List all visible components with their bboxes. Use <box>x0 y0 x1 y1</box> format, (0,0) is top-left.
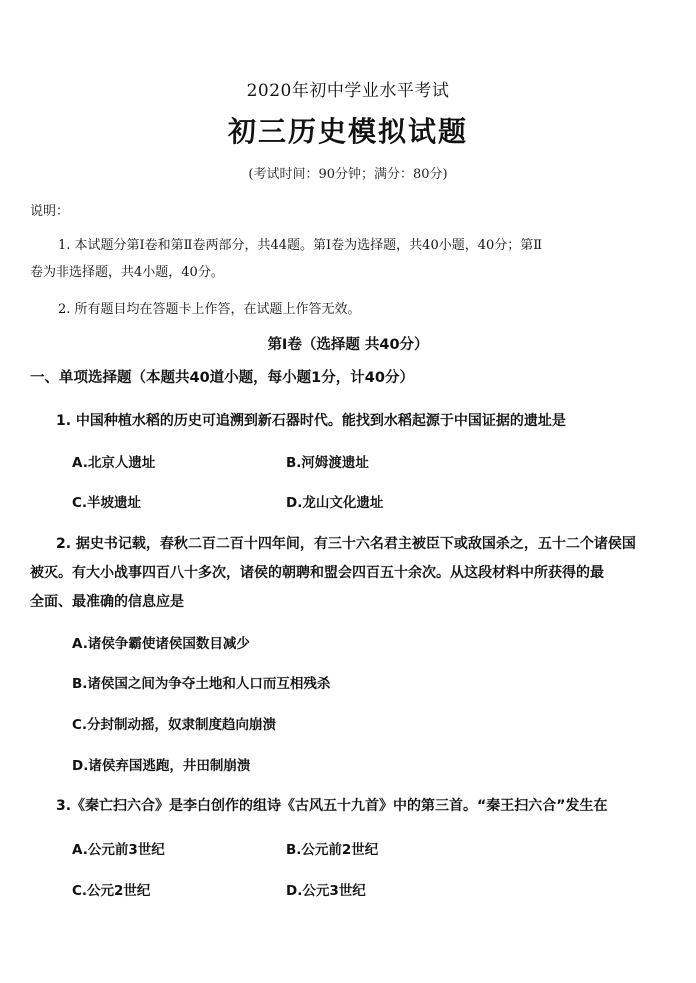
instruction-item-1-line-2: 卷为非选择题，共4小题，40分。 <box>30 265 224 280</box>
question-2-stem-line-3: 全面、最准确的信息应是 <box>30 594 184 610</box>
question-1-option-c: C.半坡遗址 <box>72 495 142 511</box>
question-3-option-b: B.公元前2世纪 <box>286 842 379 858</box>
question-1-option-d: D.龙山文化遗址 <box>286 495 384 511</box>
instructions-label: 说明： <box>30 204 70 219</box>
exam-subtitle: (考试时间：90分钟；满分：80分) <box>248 167 448 182</box>
instruction-item-1-line-1: 1. 本试题分第Ⅰ卷和第Ⅱ卷两部分，共44题。第Ⅰ卷为选择题，共40小题，40分；第Ⅱ <box>58 238 543 253</box>
part-title: 第Ⅰ卷（选择题 共40分） <box>267 337 429 353</box>
question-2-option-a: A.诸侯争霸使诸侯国数目减少 <box>72 636 250 652</box>
question-2-option-c: C.分封制动摇，奴隶制度趋向崩溃 <box>72 717 277 733</box>
question-2-stem-line-2: 被灭。有大小战事四百八十多次，诸侯的朝聘和盟会四百五十余次。从这段材料中所获得的最 <box>30 565 604 581</box>
question-2-option-b: B.诸侯国之间为争夺土地和人口而互相残杀 <box>72 676 331 692</box>
question-1-stem: 1. 中国种植水稻的历史可追溯到新石器时代。能找到水稻起源于中国证据的遗址是 <box>56 413 566 429</box>
page-title: 初三历史模拟试题 <box>227 115 468 148</box>
question-1-option-a: A.北京人遗址 <box>72 455 156 471</box>
section-title: 一、单项选择题（本题共40道小题，每小题1分，计40分） <box>30 370 414 386</box>
question-1-option-b: B.河姆渡遗址 <box>286 455 369 471</box>
question-3-option-d: D.公元3世纪 <box>286 883 366 899</box>
question-3-option-a: A.公元前3世纪 <box>72 842 165 858</box>
question-3-stem: 3.《秦亡扫六合》是李白创作的组诗《古风五十九首》中的第三首。“秦王扫六合”发生在 <box>56 798 608 814</box>
exam-name: 2020年初中学业水平考试 <box>246 81 450 101</box>
question-2-option-d: D.诸侯弃国逃跑，井田制崩溃 <box>72 758 251 774</box>
question-3-option-c: C.公元2世纪 <box>72 883 151 899</box>
instruction-item-2: 2. 所有题目均在答题卡上作答，在试题上作答无效。 <box>58 302 361 317</box>
question-2-stem-line-1: 2. 据史书记载，春秋二百二百十四年间，有三十六名君主被臣下或敌国杀之，五十二个诸侯国 <box>56 536 636 552</box>
